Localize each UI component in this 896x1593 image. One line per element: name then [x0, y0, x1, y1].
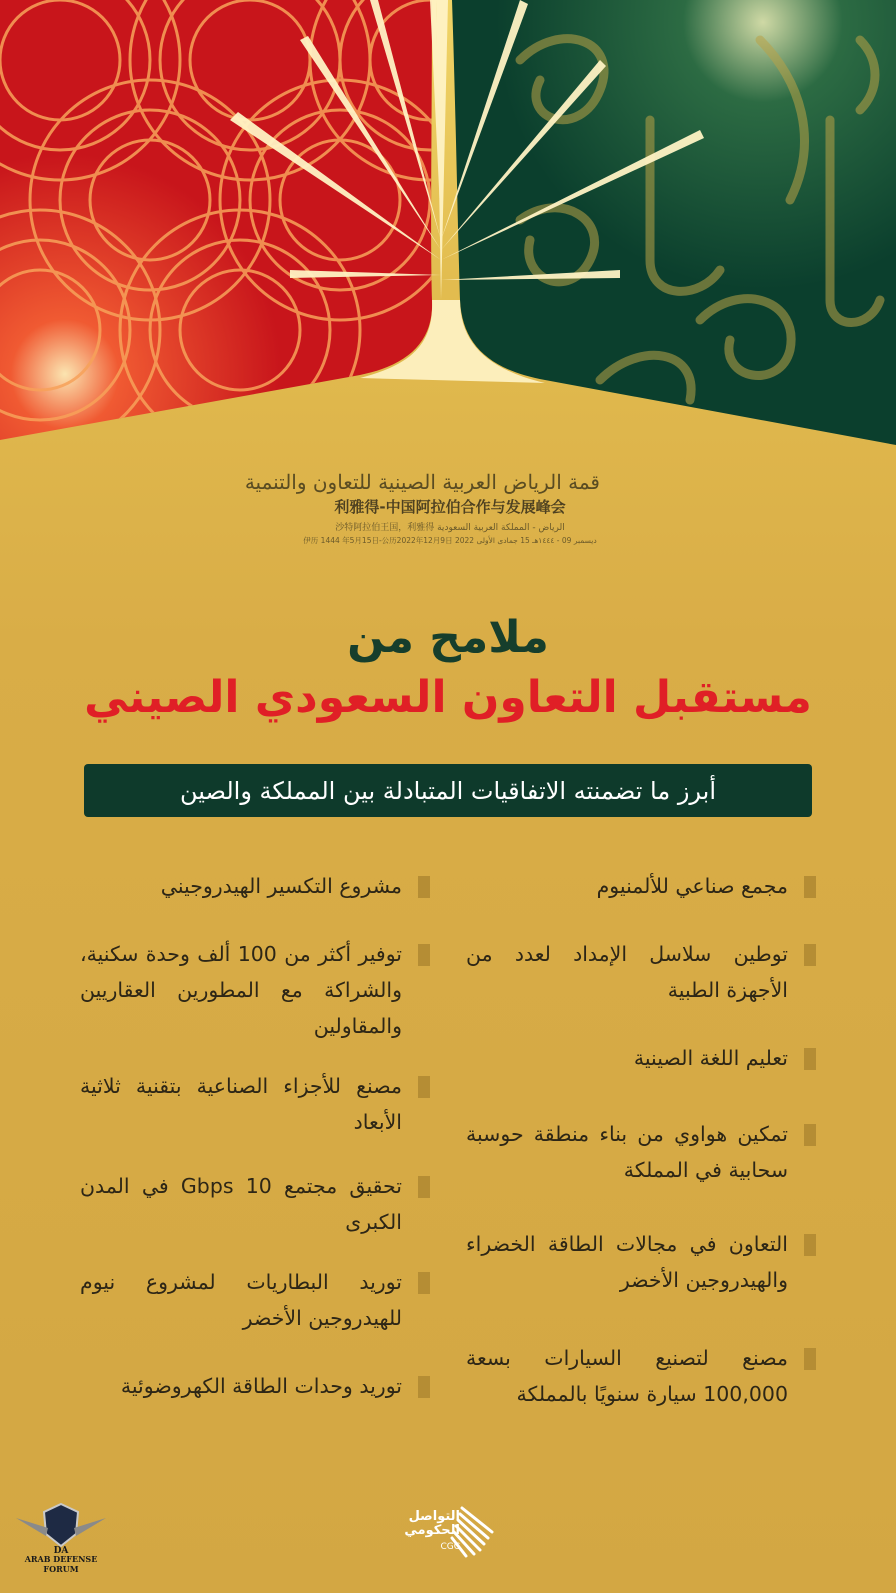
- bullet-icon: [804, 1124, 816, 1146]
- cgc-english: CGC: [440, 1542, 460, 1552]
- list-item: [466, 868, 816, 904]
- item-text: تحقيق مجتمع 10 Gbps في المدن الكبرى: [80, 1174, 402, 1234]
- bullet-icon: [418, 944, 430, 966]
- arab-defense-forum-watermark: [6, 1500, 116, 1580]
- list-item: [466, 1116, 816, 1188]
- item-text: مشروع التكسير الهيدروجيني: [160, 874, 402, 898]
- item-text: توريد البطاريات لمشروع نيوم للهيدروجين الأخضر: [80, 1270, 402, 1330]
- title-line-1: ملامح من: [347, 612, 549, 663]
- item-text: توريد وحدات الطاقة الكهروضوئية: [120, 1374, 402, 1398]
- list-item: [80, 1368, 430, 1404]
- list-item: [466, 936, 816, 1008]
- summit-location: 沙特阿拉伯王国，利雅得 الرياض - المملكة العربية السعودية: [335, 523, 565, 533]
- summit-chinese-title: 利雅得-中国阿拉伯合作与发展峰会: [334, 498, 566, 516]
- item-text: تعليم اللغة الصينية: [633, 1046, 788, 1070]
- list-item: [466, 1340, 816, 1412]
- item-text: التعاون في مجالات الطاقة الخضراء والهيدروجين الأخضر: [466, 1232, 788, 1292]
- arab-defense-forum-emblem-icon: [6, 1500, 116, 1556]
- list-item: [80, 1068, 430, 1140]
- bullet-icon: [418, 876, 430, 898]
- emblem-mark: DA: [53, 1546, 69, 1556]
- bullet-icon: [418, 1176, 430, 1198]
- subtitle-banner: أبرز ما تضمنته الاتفاقيات المتبادلة بين المملكة والصين: [84, 764, 812, 817]
- item-text: مجمع صناعي للألمنيوم: [596, 874, 788, 898]
- summit-arabic-title: قمة الرياض العربية الصينية للتعاون والتنمية: [244, 470, 600, 494]
- bullet-icon: [418, 1272, 430, 1294]
- hero-artwork: [0, 0, 896, 470]
- item-text: توطين سلاسل الإمداد لعدد من الأجهزة الطبية: [466, 942, 788, 1002]
- list-item: [466, 1040, 816, 1076]
- list-item: [466, 1226, 816, 1298]
- bullet-icon: [804, 1348, 816, 1370]
- summit-logo: [244, 470, 600, 546]
- bullet-icon: [418, 1376, 430, 1398]
- bullet-icon: [804, 1048, 816, 1070]
- cgc-arabic-line-1: التواصل: [408, 1509, 460, 1524]
- item-text: تمكين هواوي من بناء منطقة حوسبة سحابية في المملكة: [466, 1122, 788, 1182]
- watermark-text: ARAB DEFENSE FORUM: [24, 1554, 98, 1574]
- list-item: [80, 1168, 430, 1240]
- red-panel: [0, 0, 432, 440]
- bullet-icon: [418, 1076, 430, 1098]
- list-item: [80, 1264, 430, 1336]
- title-line-2: مستقبل التعاون السعودي الصيني: [84, 672, 812, 723]
- bullet-icon: [804, 876, 816, 898]
- cgc-logo: [396, 1502, 500, 1562]
- bullet-icon: [804, 1234, 816, 1256]
- cgc-arabic: [404, 1510, 460, 1538]
- item-text: مصنع للأجزاء الصناعية بتقنية ثلاثية الأبعاد: [80, 1074, 402, 1134]
- list-item: [80, 936, 430, 1044]
- list-item: [80, 868, 430, 904]
- bullet-icon: [804, 944, 816, 966]
- item-text: مصنع لتصنيع السيارات بسعة 100,000 سيارة سنويًا بالمملكة: [466, 1346, 788, 1406]
- item-text: توفير أكثر من 100 ألف وحدة سكنية، والشراكة مع المطورين العقاريين والمقاولين: [80, 942, 402, 1038]
- summit-date: 伊历 1444 年5月15日-公历2022年12月9日 2022 ديسمبر 09 - ١٤٤٤هـ 15 جمادى الأولى: [303, 536, 597, 545]
- cgc-arabic-line-2: الحكومي: [404, 1523, 460, 1538]
